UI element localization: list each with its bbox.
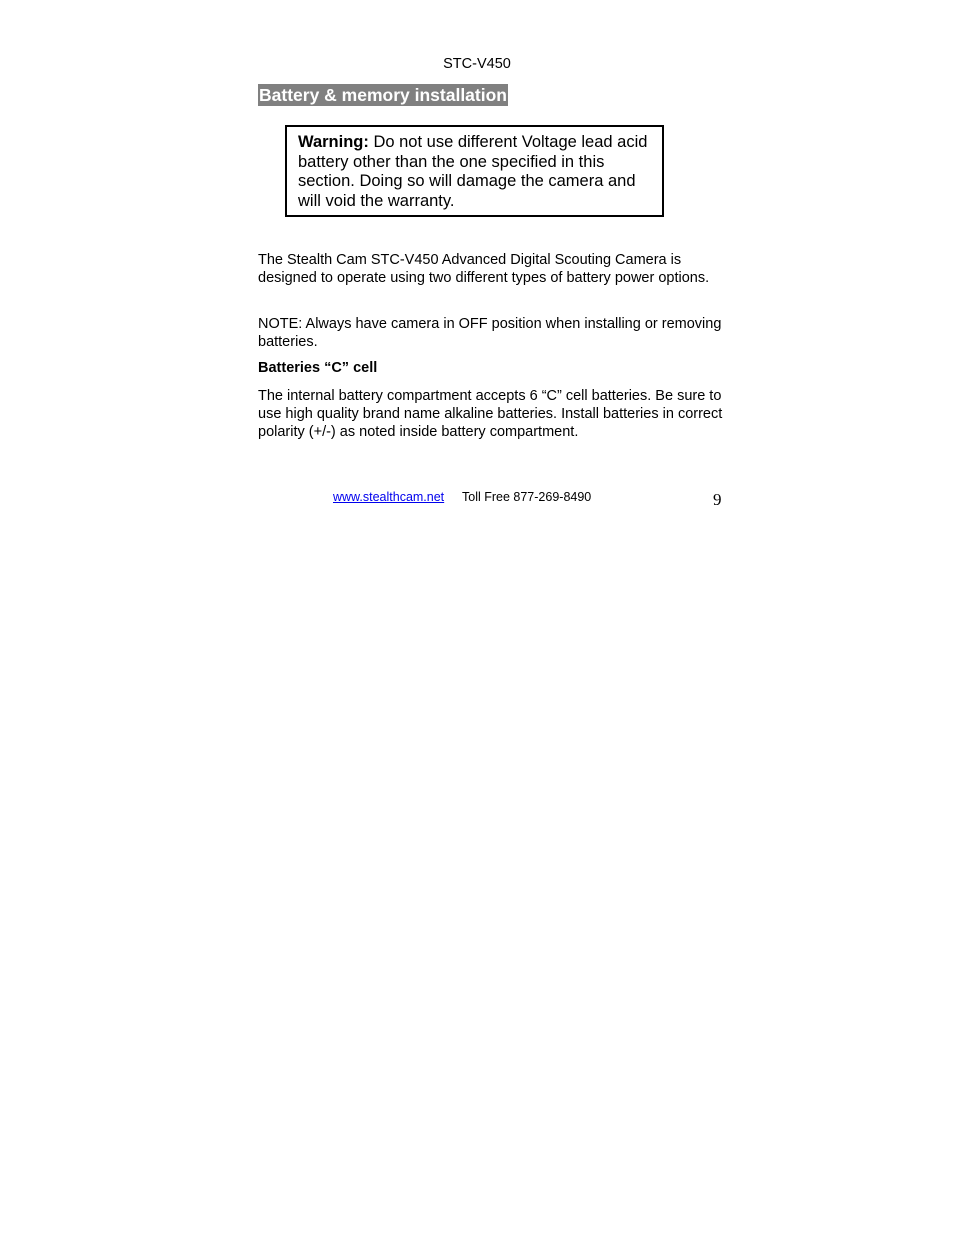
batteries-subheading: Batteries “C” cell <box>258 360 378 376</box>
website-link[interactable]: www.stealthcam.net <box>333 490 445 504</box>
warning-label: Warning: <box>298 133 369 151</box>
warning-text: Do not use different Voltage lead acid battery other than the one specified in this section. Doing so will damage the camera and will void the warranty. <box>298 133 648 211</box>
intro-paragraph: The Stealth Cam STC-V450 Advanced Digital Scouting Camera is designed to operate using two different types of battery power options. <box>258 252 710 286</box>
section-title: Battery & memory installation <box>259 85 507 105</box>
batteries-paragraph: The internal battery compartment accepts 6 “C” cell batteries. Be sure to use high quality brand name alkaline batteries. Install batteries in correct polarity (+/-) as noted inside battery compartment. <box>258 388 723 440</box>
page-header: STC-V450 <box>443 56 511 72</box>
warning-box <box>285 125 664 217</box>
toll-free-phone: Toll Free 877-269-8490 <box>462 490 592 504</box>
note-paragraph: NOTE: Always have camera in OFF position when installing or removing batteries. <box>258 316 722 350</box>
page-number: 9 <box>713 490 722 509</box>
